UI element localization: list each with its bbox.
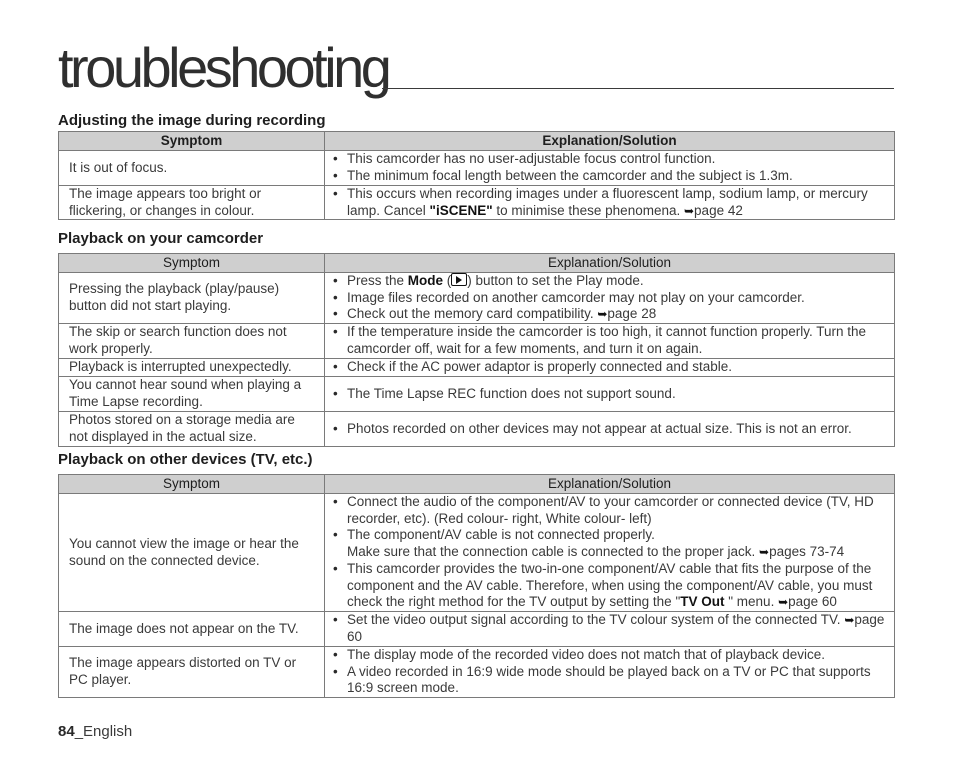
page-reference: page 42 <box>694 202 743 218</box>
language-label: _English <box>74 723 133 740</box>
solution-item: • Press the Mode ( ) button to set the Play mode. <box>333 273 892 290</box>
symptom-cell: The image appears distorted on TV or PC player. <box>59 647 325 698</box>
column-header-solution: Explanation/Solution <box>325 475 895 494</box>
table-header-row <box>59 475 895 494</box>
page-reference: page 60 <box>788 594 837 610</box>
section-heading: Playback on other devices (TV, etc.) <box>58 451 313 468</box>
page-reference-icon: ➥ <box>844 613 855 628</box>
symptom-cell: Pressing the playback (play/pause) button did not start playing. <box>59 273 325 324</box>
section-playback-camcorder <box>58 229 895 447</box>
troubleshooting-table <box>58 474 895 698</box>
page-reference: page 60 <box>347 612 885 644</box>
solution-cell <box>325 412 895 447</box>
table-header-row <box>59 254 895 273</box>
table-row <box>59 412 895 447</box>
table-row <box>59 273 895 324</box>
iscene-label: "iSCENE" <box>429 202 493 218</box>
symptom-cell: The image appears too bright or flickering, or changes in colour. <box>59 186 325 220</box>
table-row <box>59 612 895 647</box>
solution-item: • The Time Lapse REC function does not support sound. <box>333 386 892 403</box>
symptom-cell: You cannot hear sound when playing a Time Lapse recording. <box>59 377 325 412</box>
solution-item: • If the temperature inside the camcorder is too high, it cannot function properly. Turn the camcorder off, wait for a few moments, and turn it on again. <box>333 324 892 357</box>
solution-item: • This camcorder provides the two-in-one component/AV cable that fits the purpose of the component and the AV cable. Therefore, when using the component/AV cable, you must check the right method for the TV output by setting the "TV Out " menu. ➥page 60 <box>333 561 892 611</box>
troubleshooting-table <box>58 131 895 220</box>
section-heading: Playback on your camcorder <box>58 230 264 247</box>
solution-cell <box>325 186 895 220</box>
solution-cell <box>325 612 895 647</box>
solution-item: • Photos recorded on other devices may not appear at actual size. This is not an error. <box>333 421 892 438</box>
table-row <box>59 324 895 359</box>
page-reference-icon: ➥ <box>683 203 695 218</box>
solution-item: • This camcorder has no user-adjustable focus control function. <box>333 151 892 168</box>
mode-label: Mode <box>407 273 444 288</box>
solution-cell <box>325 324 895 359</box>
solution-cell <box>325 647 895 698</box>
column-header-symptom: Symptom <box>59 132 325 151</box>
solution-cell <box>325 494 895 612</box>
table-row <box>59 647 895 698</box>
page-reference-icon: ➥ <box>778 595 789 610</box>
tv-out-label: TV Out <box>680 594 725 610</box>
symptom-cell: The image does not appear on the TV. <box>59 612 325 647</box>
symptom-cell: It is out of focus. <box>59 151 325 186</box>
troubleshooting-table <box>58 253 895 447</box>
page-reference-icon: ➥ <box>759 545 770 560</box>
table-row <box>59 186 895 220</box>
table-row <box>59 494 895 612</box>
solution-cell <box>325 359 895 377</box>
solution-item: • Set the video output signal according to the TV colour system of the connected TV. ➥page 60 <box>333 612 892 645</box>
page-footer <box>58 723 132 740</box>
column-header-symptom: Symptom <box>59 475 325 494</box>
solution-cell <box>325 377 895 412</box>
symptom-cell: Photos stored on a storage media are not displayed in the actual size. <box>59 412 325 447</box>
column-header-solution: Explanation/Solution <box>325 254 895 273</box>
solution-item: • Check if the AC power adaptor is properly connected and stable. <box>333 359 892 376</box>
section-adjusting-image <box>58 111 895 220</box>
title-rule <box>382 88 894 89</box>
table-row <box>59 359 895 377</box>
solution-item: • Connect the audio of the component/AV to your camcorder or connected device (TV, HD recorder, etc). (Red colour- right, White colour- left) <box>333 494 892 527</box>
page-title: troubleshooting <box>58 36 389 99</box>
solution-item: • Image files recorded on another camcorder may not play on your camcorder. <box>333 290 892 307</box>
symptom-cell: You cannot view the image or hear the sound on the connected device. <box>59 494 325 612</box>
solution-cell <box>325 151 895 186</box>
solution-item: • The component/AV cable is not connected properly. Make sure that the connection cable is connected to the proper jack. ➥pages 73-74 <box>333 527 892 560</box>
column-header-symptom: Symptom <box>59 254 325 273</box>
play-mode-icon <box>451 273 467 286</box>
symptom-cell: The skip or search function does not work properly. <box>59 324 325 359</box>
solution-item: • Check out the memory card compatibility. ➥page 28 <box>333 306 892 323</box>
solution-item: • A video recorded in 16:9 wide mode should be played back on a TV or PC that supports 16:9 screen mode. <box>333 664 892 697</box>
table-row <box>59 151 895 186</box>
solution-item: • The minimum focal length between the camcorder and the subject is 1.3m. <box>333 168 892 185</box>
symptom-cell: Playback is interrupted unexpectedly. <box>59 359 325 377</box>
solution-cell <box>325 273 895 324</box>
table-header-row <box>59 132 895 151</box>
table-row <box>59 377 895 412</box>
section-heading: Adjusting the image during recording <box>58 112 326 129</box>
page-reference: page 28 <box>607 306 657 322</box>
page-number: 84 <box>58 723 75 740</box>
solution-item: • The display mode of the recorded video does not match that of playback device. <box>333 647 892 664</box>
section-playback-other-devices <box>58 450 895 698</box>
column-header-solution: Explanation/Solution <box>325 132 895 151</box>
solution-item: • This occurs when recording images under a fluorescent lamp, sodium lamp, or mercury lamp. Cancel "iSCENE" to minimise these phenomena. ➥page 42 <box>333 186 892 219</box>
page-reference-icon: ➥ <box>597 307 608 322</box>
page-reference: pages 73-74 <box>769 544 845 560</box>
